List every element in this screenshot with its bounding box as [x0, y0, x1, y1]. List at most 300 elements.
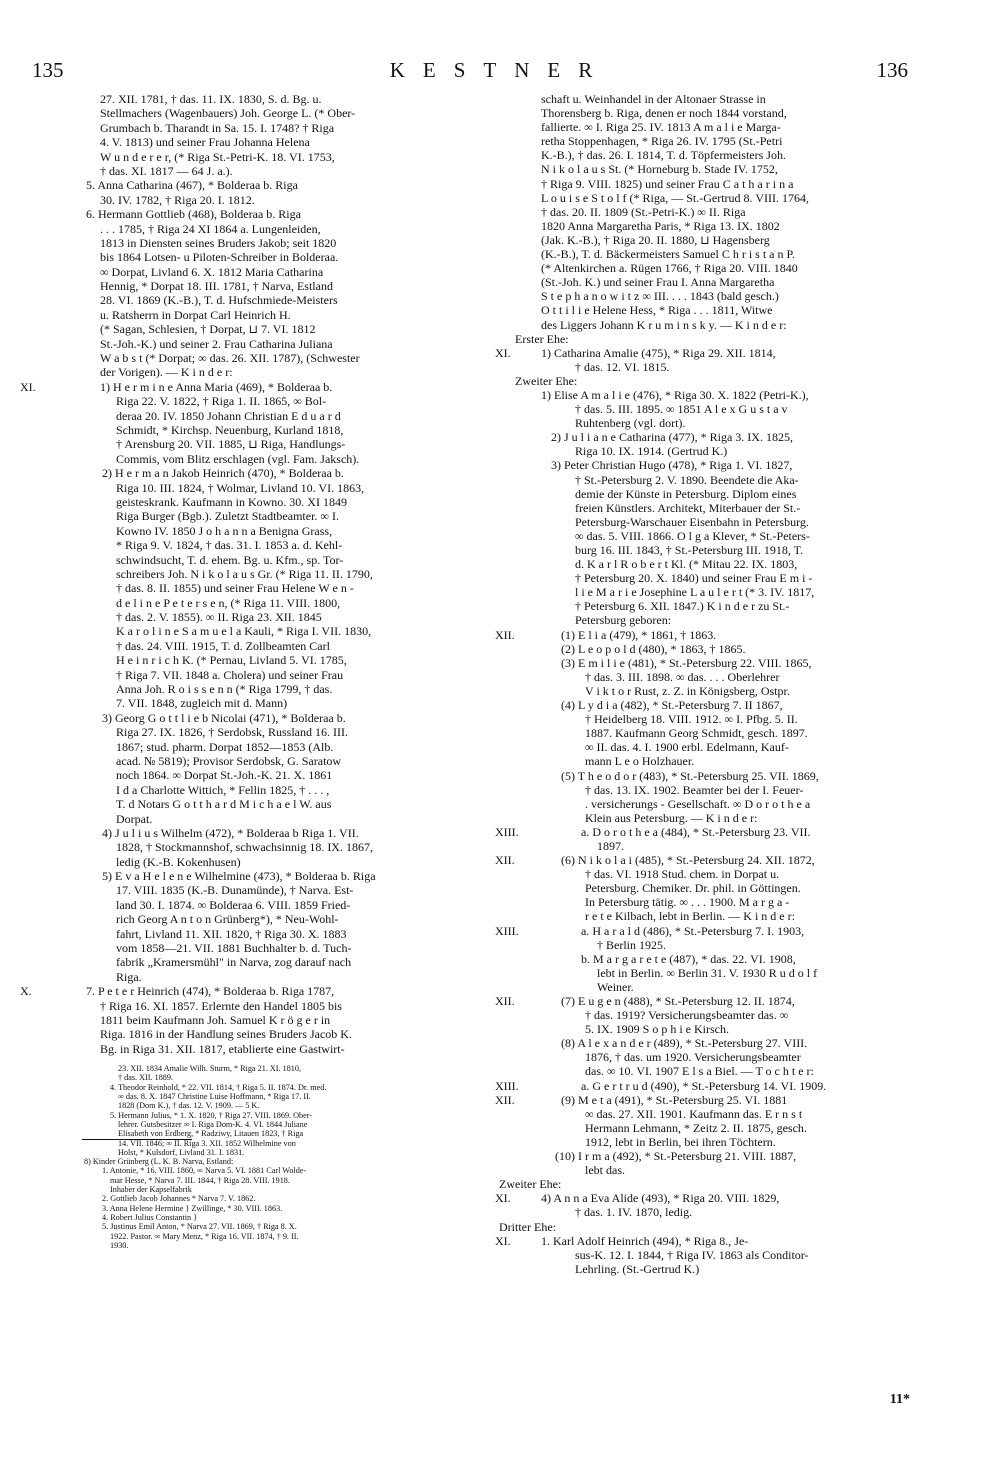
- line-text: 28. VI. 1869 (K.-B.), T. d. Hufschmiede-Meisters: [100, 293, 338, 308]
- text-line: [20, 222, 488, 236]
- line-text: W u n d e r e r, (* Riga St.-Petri-K. 18. VI. 1753,: [100, 149, 335, 164]
- text-line: [495, 543, 915, 557]
- page-title: KESTNER: [389, 58, 611, 82]
- text-line: [20, 912, 488, 926]
- text-line: [495, 205, 915, 219]
- line-text: 5. IX. 1909 S o p h i e Kirsch.: [585, 1022, 729, 1037]
- text-line: [495, 1205, 915, 1219]
- line-text: 1867; stud. pharm. Dorpat 1852—1853 (Alb.: [116, 739, 334, 754]
- line-text: (K.-B.), T. d. Bäckermeisters Samuel C h r i s t a n P.: [541, 247, 795, 262]
- text-line: [20, 840, 488, 854]
- text-line: [20, 293, 488, 307]
- text-line: [495, 1093, 915, 1107]
- text-line: [495, 444, 915, 458]
- line-text: Riga. 1816 in der Handlung seines Bruders Jacob K.: [100, 1027, 352, 1042]
- text-line: [495, 332, 915, 346]
- line-text: demie der Künste in Petersburg. Diplom eines: [575, 486, 797, 501]
- text-line: [495, 402, 915, 416]
- text-line: [20, 696, 488, 710]
- text-line: [20, 783, 488, 797]
- text-line: [495, 1022, 915, 1036]
- line-text: 1813 in Diensten seines Bruders Jakob; seit 1820: [100, 235, 337, 250]
- line-text: ∞ das. 27. XII. 1901. Kaufmann das. E r n s t: [585, 1106, 803, 1121]
- text-line: [495, 1262, 915, 1276]
- line-text: St.-Joh.-K.) und seiner 2. Frau Catharina Juliana: [100, 336, 333, 351]
- line-text: (* Altenkirchen a. Rügen 1766, † Riga 20. VIII. 1840: [541, 261, 798, 276]
- line-text: * Riga 9. V. 1824, † das. 31. I. 1853 a. d. Kehl-: [116, 538, 343, 553]
- footnote-line: [20, 1083, 488, 1092]
- line-text: (2) L e o p o l d (480), * 1863, † 1865.: [561, 641, 746, 656]
- line-text: l i e M a r i e Josephine L a u l e r t (* 3. IV. 1817,: [575, 585, 815, 600]
- line-text: b. M a r g a r e t e (487), * das. 22. VI. 1908,: [581, 951, 796, 966]
- text-line: [495, 980, 915, 994]
- line-text: der Vorigen). — K i n d e r:: [100, 365, 233, 380]
- line-text: 2. Gottlieb Jacob Johannes * Narva 7. V. 1862.: [102, 1194, 256, 1204]
- line-text: freien Künstlers. Architekt, Miterbauer der St.-: [575, 500, 801, 515]
- text-line: [495, 1135, 915, 1149]
- text-line: [20, 394, 488, 408]
- text-line: [495, 416, 915, 430]
- text-line: [495, 191, 915, 205]
- line-text: † das. XII. 1889.: [118, 1073, 174, 1083]
- text-line: [495, 1234, 915, 1248]
- generation-marker: XIII.: [495, 1078, 519, 1093]
- line-text: 4. V. 1813) und seiner Frau Johanna Helena: [100, 135, 310, 150]
- line-text: schaft u. Weinhandel in der Altonaer Strasse in: [541, 92, 766, 106]
- line-text: † das. 8. II. 1855) und seiner Frau Helene W e n -: [116, 581, 354, 596]
- text-line: [20, 164, 488, 178]
- line-text: lebt das.: [585, 1163, 625, 1178]
- generation-marker: XI.: [495, 1191, 511, 1206]
- footnote-line: [20, 1111, 488, 1120]
- line-text: † das. VI. 1918 Stud. chem. in Dorpat u.: [585, 867, 780, 882]
- text-line: [495, 134, 915, 148]
- footnote-line: [20, 1064, 488, 1073]
- text-line: [495, 909, 915, 923]
- footnote-line: [20, 1157, 488, 1166]
- text-line: [495, 613, 915, 627]
- line-text: rich Georg A n t o n Grünberg*), * Neu-Wohl-: [116, 912, 339, 927]
- line-text: Zweiter Ehe:: [515, 373, 578, 388]
- text-line: [495, 839, 915, 853]
- line-text: K a r o l i n e S a m u e l a Kauli, * Riga I. VII. 1830,: [116, 624, 372, 639]
- line-text: (St.-Joh. K.) und seiner Frau I. Anna Margaretha: [541, 275, 775, 290]
- text-line: [20, 193, 488, 207]
- text-line: [20, 207, 488, 221]
- footnote-line: [20, 1241, 488, 1250]
- text-line: [495, 642, 915, 656]
- footnote-line: [20, 1166, 488, 1175]
- line-text: . versicherungs - Gesellschaft. ∞ D o r o t h e a: [585, 796, 811, 811]
- line-text: 2) J u l i a n e Catharina (477), * Riga 3. IX. 1825,: [551, 430, 793, 445]
- text-line: [20, 481, 488, 495]
- text-line: [495, 1121, 915, 1135]
- text-line: [20, 682, 488, 696]
- line-text: S t e p h a n o w i t z ∞ III. . . . 1843 (bald gesch.): [541, 289, 779, 304]
- line-text: acad. № 5819); Provisor Serdobsk, G. Saratow: [116, 753, 342, 768]
- text-line: [495, 867, 915, 881]
- line-text: † Berlin 1925.: [597, 937, 666, 952]
- text-line: [495, 106, 915, 120]
- generation-marker: XIII.: [495, 923, 519, 938]
- line-text: 7. VII. 1848, zugleich mit d. Mann): [116, 696, 288, 711]
- line-text: Holst, * Kulsdorf, Livland 31. I. 1831.: [118, 1147, 245, 1157]
- footnote-line: [20, 1148, 488, 1157]
- line-text: 5. Hermann Julius, * 1. X. 1820, † Riga 27. VIII. 1869. Ober-: [110, 1110, 313, 1120]
- text-line: [20, 1027, 488, 1041]
- line-text: mann L e o Holzhauer.: [585, 754, 695, 769]
- text-line: [20, 322, 488, 336]
- line-text: (3) E m i l i e (481), * St.-Petersburg 22. VIII. 1865,: [561, 655, 812, 670]
- line-text: H e i n r i c h K. (* Pernau, Livland 5. VI. 1785,: [116, 653, 347, 668]
- footnote-line: [20, 1232, 488, 1241]
- text-line: [20, 236, 488, 250]
- footnote-line: [20, 1101, 488, 1110]
- line-text: Thorensberg b. Riga, denen er noch 1844 vorstand,: [541, 106, 787, 121]
- footnote-line: [20, 1204, 488, 1213]
- text-line: [495, 684, 915, 698]
- line-text: L o u i s e S t o l f (* Riga, — St.-Gertrud 8. VIII. 1764,: [541, 190, 809, 205]
- footnote-line: [20, 1185, 488, 1194]
- text-line: [20, 1013, 488, 1027]
- line-text: † das. 3. III. 1898. ∞ das. . . . Oberlehrer: [585, 669, 780, 684]
- text-line: [20, 955, 488, 969]
- line-text: Lehrling. (St.-Gertrud K.): [575, 1261, 700, 1276]
- text-line: [495, 740, 915, 754]
- line-text: land 30. I. 1874. ∞ Bolderaa 6. VIII. 1859 Fried-: [116, 897, 351, 912]
- line-text: Schmidt, * Kirchsp. Neuenburg, Kurland 1818,: [116, 422, 344, 437]
- generation-marker: XII.: [495, 853, 515, 868]
- footnote-line: [20, 1092, 488, 1101]
- footnote-line: [20, 1120, 488, 1129]
- line-text: ∞ Dorpat, Livland 6. X. 1812 Maria Catharina: [100, 264, 324, 279]
- line-text: 23. XII. 1834 Amalie Wilh. Sturm, * Riga 21. XI. 1810,: [118, 1064, 302, 1074]
- text-line: [495, 797, 915, 811]
- text-line: [20, 337, 488, 351]
- text-line: [495, 952, 915, 966]
- text-line: [20, 279, 488, 293]
- text-line: [495, 769, 915, 783]
- text-line: [20, 639, 488, 653]
- line-text: fallierte. ∞ I. Riga 25. IV. 1813 A m a l i e Marga-: [541, 120, 781, 135]
- text-line: [495, 303, 915, 317]
- line-text: a. G e r t r u d (490), * St.-Petersburg 14. VI. 1909.: [581, 1078, 827, 1093]
- line-text: (Jak. K.-B.), † Riga 20. II. 1880, ⊔ Hagensberg: [541, 232, 770, 247]
- line-text: 1876, † das. um 1920. Versicherungsbeamter: [585, 1050, 801, 1065]
- line-text: 5) E v a H e l e n e Wilhelmine (473), * Bolderaa b. Riga: [102, 869, 376, 884]
- line-text: Petersburg. Chemiker. Dr. phil. in Göttingen.: [585, 881, 801, 896]
- text-line: [20, 970, 488, 984]
- line-text: fabrik „Kramersmühl" in Narva, zog darauf nach: [116, 955, 352, 970]
- line-text: † das. XI. 1817 — 64 J. a.).: [100, 163, 233, 178]
- line-text: Klein aus Petersburg. — K i n d e r:: [585, 810, 758, 825]
- line-text: Erster Ehe:: [515, 331, 569, 346]
- text-line: [495, 585, 915, 599]
- line-text: 4. Robert Julius Constantin }: [102, 1212, 198, 1222]
- line-text: 3) Georg G o t t l i e b Nicolai (471), * Bolderaa b.: [102, 710, 346, 725]
- text-line: [495, 656, 915, 670]
- text-line: [20, 768, 488, 782]
- text-line: [495, 1008, 915, 1022]
- line-text: † St.-Petersburg 2. V. 1890. Beendete die Aka-: [575, 472, 799, 487]
- text-line: [20, 409, 488, 423]
- footnote-separator: [82, 1139, 192, 1140]
- text-line: [495, 162, 915, 176]
- line-text: Riga 10. IX. 1914. (Gertrud K.): [575, 444, 728, 459]
- text-line: [20, 106, 488, 120]
- line-text: V i k t o r Rust, z. Z. in Königsberg, Ostpr.: [585, 683, 790, 698]
- line-text: Petersburg geboren:: [575, 613, 672, 628]
- line-text: schwindsucht, T. d. ehem. Bg. u. Kfm., sp. Tor-: [116, 552, 344, 567]
- text-line: [20, 524, 488, 538]
- line-text: K.-B.), † das. 26. I. 1814, T. d. Töpfermeisters Joh.: [541, 148, 786, 163]
- line-text: I d a Charlotte Wittich, * Fellin 1825, † . . . ,: [116, 782, 330, 797]
- text-line: [20, 898, 488, 912]
- line-text: 1) Catharina Amalie (475), * Riga 29. XII. 1814,: [541, 345, 776, 360]
- line-text: das. ∞ 10. VI. 1907 E l s a Biel. — T o c h t e r:: [585, 1064, 814, 1079]
- line-text: 17. VIII. 1835 (K.-B. Dunamünde), † Narva. Est-: [116, 883, 354, 898]
- line-text: † Heidelberg 18. VIII. 1912. ∞ I. Pfbg. 5. II.: [585, 712, 798, 727]
- text-line: [20, 150, 488, 164]
- line-text: lehrer. Gutsbesitzer ∞ I. Riga Dom-K. 4. VI. 1844 Juliane: [118, 1119, 308, 1129]
- line-text: Kowno IV. 1850 J o h a n n a Benigna Grass,: [116, 523, 333, 538]
- text-line: [495, 811, 915, 825]
- text-line: [495, 346, 915, 360]
- line-text: d. K a r l R o b e r t Kl. (* Mitau 22. IX. 1803,: [575, 557, 798, 572]
- line-text: deraa 20. IV. 1850 Johann Christian E d u a r d: [116, 408, 341, 423]
- generation-marker: XII.: [495, 627, 515, 642]
- text-line: [495, 1107, 915, 1121]
- line-text: † Riga 16. XI. 1857. Erlernte den Handel 1805 bis: [100, 998, 342, 1013]
- line-text: Ruhtenberg (vgl. dort).: [575, 416, 686, 431]
- text-line: [495, 1220, 915, 1234]
- text-line: [495, 895, 915, 909]
- text-line: [20, 567, 488, 581]
- line-text: 4) A n n a Eva Alide (493), * Riga 20. VIII. 1829,: [541, 1191, 780, 1206]
- text-line: [20, 668, 488, 682]
- line-text: † das. 13. IX. 1902. Beamter bei der I. Feuer-: [585, 782, 804, 797]
- line-text: d e l i n e P e t e r s e n, (* Riga 11. VIII. 1800,: [116, 595, 341, 610]
- line-text: Petersburg-Warschauer Eisenbahn in Petersburg.: [575, 514, 809, 529]
- text-line: [495, 726, 915, 740]
- text-line: [495, 458, 915, 472]
- text-line: [495, 92, 915, 106]
- text-line: [20, 135, 488, 149]
- line-text: mar Hesse, * Narva 7. III. 1844, † Riga 28. VIII. 1918.: [110, 1175, 290, 1185]
- line-text: (1) E l i a (479), * 1861, † 1863.: [561, 627, 717, 642]
- text-line: [20, 596, 488, 610]
- line-text: 4. Theodor Reinhold, * 22. VII. 1814, † Riga 5. II. 1874. Dr. med.: [110, 1082, 327, 1092]
- line-text: 6. Hermann Gottlieb (468), Bolderaa b. Riga: [86, 207, 301, 222]
- text-line: [20, 999, 488, 1013]
- line-text: . . . 1785, † Riga 24 XI 1864 a. Lungenleiden,: [100, 221, 321, 236]
- line-text: 1) Elise A m a l i e (476), * Riga 30. X. 1822 (Petri-K.),: [541, 387, 809, 402]
- line-text: † Petersburg 6. XII. 1847.) K i n d e r zu St.-: [575, 599, 790, 614]
- line-text: † das. 2. V. 1855). ∞ II. Riga 23. XII. 1845: [116, 610, 322, 625]
- text-line: [20, 308, 488, 322]
- line-text: Stellmachers (Wagenbauers) Joh. George L. (* Ober-: [100, 106, 356, 121]
- text-line: [495, 1248, 915, 1262]
- footnote-line: [20, 1213, 488, 1222]
- line-text: des Liggers Johann K r u m i n s k y. — K i n d e r:: [541, 317, 787, 332]
- text-line: [495, 360, 915, 374]
- text-line: [20, 437, 488, 451]
- text-line: [495, 529, 915, 543]
- line-text: 3) Peter Christian Hugo (478), * Riga 1. VI. 1827,: [551, 458, 793, 473]
- text-line: [495, 1163, 915, 1177]
- footnote-gap: [20, 1056, 488, 1064]
- page-number-right: 136: [876, 58, 908, 82]
- line-text: † das. 20. II. 1809 (St.-Petri-K.) ∞ II. Riga: [541, 204, 746, 219]
- line-text: Riga 22. V. 1822, † Riga 1. II. 1865, ∞ Bol-: [116, 394, 327, 409]
- line-text: 5. Justinus Emil Anton, * Narva 27. VII. 1869, † Riga 8. X.: [102, 1222, 297, 1232]
- text-line: [20, 754, 488, 768]
- line-text: ∞ II. das. 4. I. 1900 erbl. Edelmann, Kauf-: [585, 740, 789, 755]
- text-line: [20, 812, 488, 826]
- text-line: [20, 538, 488, 552]
- text-line: [495, 1177, 915, 1191]
- line-text: † Riga 7. VII. 1848 a. Cholera) und seiner Frau: [116, 667, 344, 682]
- line-text: Commis, vom Blitz erschlagen (vgl. Fam. Jaksch).: [116, 451, 360, 466]
- line-text: 1820 Anna Margaretha Paris, * Riga 13. IX. 1802: [541, 218, 780, 233]
- text-line: [20, 797, 488, 811]
- text-line: [20, 725, 488, 739]
- line-text: 1. Karl Adolf Heinrich (494), * Riga 8., Je-: [541, 1233, 749, 1248]
- line-text: Weiner.: [597, 979, 634, 994]
- line-text: r e t e Kilbach, lebt in Berlin. — K i n d e r:: [585, 909, 795, 924]
- sheet-signature: 11*: [889, 1392, 910, 1407]
- line-text: † Arensburg 20. VII. 1885, ⊔ Riga, Handlungs-: [116, 437, 346, 452]
- text-line: [495, 515, 915, 529]
- text-line: [495, 261, 915, 275]
- page-number-left: 135: [32, 58, 64, 82]
- text-line: [20, 826, 488, 840]
- line-text: 1897.: [597, 838, 624, 853]
- line-text: u. Ratsherrn in Dorpat Carl Heinrich H.: [100, 307, 291, 322]
- line-text: bis 1864 Lotsen- u Piloten-Schreiber in Bolderaa.: [100, 250, 339, 265]
- line-text: 1912, lebt in Berlin, bei ihren Töchtern.: [585, 1134, 776, 1149]
- line-text: a. D o r o t h e a (484), * St.-Petersburg 23. VII.: [581, 824, 811, 839]
- text-line: [20, 581, 488, 595]
- text-line: [495, 430, 915, 444]
- text-line: [495, 754, 915, 768]
- line-text: Elisabeth von Erdberg, * Radziwy, Litauen 1823, † Riga: [118, 1129, 304, 1139]
- text-line: [20, 941, 488, 955]
- line-text: Bg. in Riga 31. XII. 1817, etablierte eine Gastwirt-: [100, 1041, 345, 1056]
- text-line: [495, 628, 915, 642]
- text-line: [495, 1079, 915, 1093]
- line-text: 14. VII. 1846; ∞ II. Riga 3. XII. 1852 Wilhelmine von: [118, 1138, 296, 1148]
- line-text: Grumbach b. Tharandt in Sa. 15. I. 1748? † Riga: [100, 120, 335, 135]
- line-text: fahrt, Livland 11. XII. 1820, † Riga 30. X. 1883: [116, 926, 347, 941]
- text-line: [495, 388, 915, 402]
- line-text: 30. IV. 1782, † Riga 20. I. 1812.: [100, 192, 255, 207]
- line-text: burg 16. III. 1843, † St.-Petersburg III. 1918, T.: [575, 543, 804, 557]
- text-line: [495, 219, 915, 233]
- generation-marker: XI.: [495, 345, 511, 360]
- text-line: [20, 250, 488, 264]
- line-text: T. d Notars G o t t h a r d M i c h a e l W. aus: [116, 797, 332, 812]
- line-text: In Petersburg tätig. ∞ . . . 1900. M a r g a -: [585, 895, 790, 910]
- text-line: [495, 247, 915, 261]
- footnote-line: [20, 1073, 488, 1082]
- text-line: [495, 698, 915, 712]
- line-text: 1922. Pastor. ∞ Mary Menz, * Riga 16. VII. 1874, † 9. II.: [110, 1231, 299, 1241]
- line-text: (4) L y d i a (482), * St.-Petersburg 7. II 1867,: [561, 698, 783, 713]
- line-text: (7) E u g e n (488), * St.-Petersburg 12. II. 1874,: [561, 994, 795, 1008]
- text-line: [495, 177, 915, 191]
- line-text: † das. 5. III. 1895. ∞ 1851 A l e x G u s t a v: [575, 402, 788, 417]
- line-text: Riga 27. IX. 1826, † Serdobsk, Russland 16. III.: [116, 725, 348, 740]
- text-line: [20, 610, 488, 624]
- text-line: [20, 984, 488, 998]
- text-line: [495, 148, 915, 162]
- text-line: [20, 380, 488, 394]
- text-line: [20, 711, 488, 725]
- text-line: [20, 121, 488, 135]
- text-line: [495, 473, 915, 487]
- text-line: [495, 1149, 915, 1163]
- line-text: 27. XII. 1781, † das. 11. IX. 1830, S. d. Bg. u.: [100, 92, 322, 106]
- generation-marker: XIII.: [495, 824, 519, 839]
- line-text: (8) A l e x a n d e r (489), * St.-Petersburg 27. VIII.: [561, 1036, 808, 1051]
- text-line: [495, 233, 915, 247]
- text-line: [495, 571, 915, 585]
- text-line: [20, 1042, 488, 1056]
- text-line: [20, 883, 488, 897]
- text-line: [495, 1064, 915, 1078]
- text-line: [495, 289, 915, 303]
- text-line: [495, 487, 915, 501]
- text-line: [20, 624, 488, 638]
- line-text: Dritter Ehe:: [499, 1219, 556, 1234]
- line-text: 1828, † Stockmannshof, schwachsinnig 18. IX. 1867,: [116, 840, 373, 855]
- text-line: [495, 881, 915, 895]
- line-text: 3. Anna Helene Hermine } Zwillinge, * 30. VIII. 1863.: [102, 1203, 283, 1213]
- text-line: [495, 374, 915, 388]
- text-line: [495, 994, 915, 1008]
- line-text: (5) T h e o d o r (483), * St.-Petersburg 25. VII. 1869,: [561, 768, 819, 783]
- line-text: ∞ das. 5. VIII. 1866. O l g a Klever, * St.-Peters-: [575, 528, 810, 543]
- text-line: [495, 924, 915, 938]
- footnote-line: [20, 1222, 488, 1231]
- line-text: Hermann Lehmann, * Zeitz 2. II. 1875, gesch.: [585, 1120, 807, 1135]
- line-text: Dorpat.: [116, 811, 153, 826]
- text-line: [495, 825, 915, 839]
- line-text: 1. Antonie, * 16. VIII. 1860, ∞ Narva 5. VI. 1881 Carl Wolde-: [102, 1166, 307, 1176]
- line-text: Riga.: [116, 969, 142, 984]
- line-text: Inhaber der Kapselfabrik: [110, 1185, 192, 1195]
- text-line: [495, 712, 915, 726]
- line-text: ∞ das. 8. X. 1847 Christine Luise Hoffmann, * Riga 17. II.: [118, 1092, 311, 1102]
- generation-marker: XII.: [495, 1092, 515, 1107]
- text-line: [20, 178, 488, 192]
- line-text: schreibers Joh. N i k o l a u s Gr. (* Riga 11. II. 1790,: [116, 566, 373, 581]
- text-line: [20, 495, 488, 509]
- text-line: [495, 318, 915, 332]
- left-column: [20, 92, 488, 1250]
- line-text: † Petersburg 20. X. 1840) und seiner Frau E m i -: [575, 571, 813, 586]
- text-line: [495, 853, 915, 867]
- generation-marker: XI.: [495, 1233, 511, 1248]
- line-text: a. H a r a l d (486), * St.-Petersburg 7. I. 1903,: [581, 923, 805, 938]
- line-text: † das. 24. VIII. 1915, T. d. Zollbeamten Carl: [116, 638, 330, 653]
- text-line: [20, 452, 488, 466]
- line-text: 1811 beim Kaufmann Joh. Samuel K r ö g e r in: [100, 1013, 331, 1027]
- text-line: [20, 351, 488, 365]
- text-line: [495, 1036, 915, 1050]
- generation-marker: X.: [20, 984, 32, 999]
